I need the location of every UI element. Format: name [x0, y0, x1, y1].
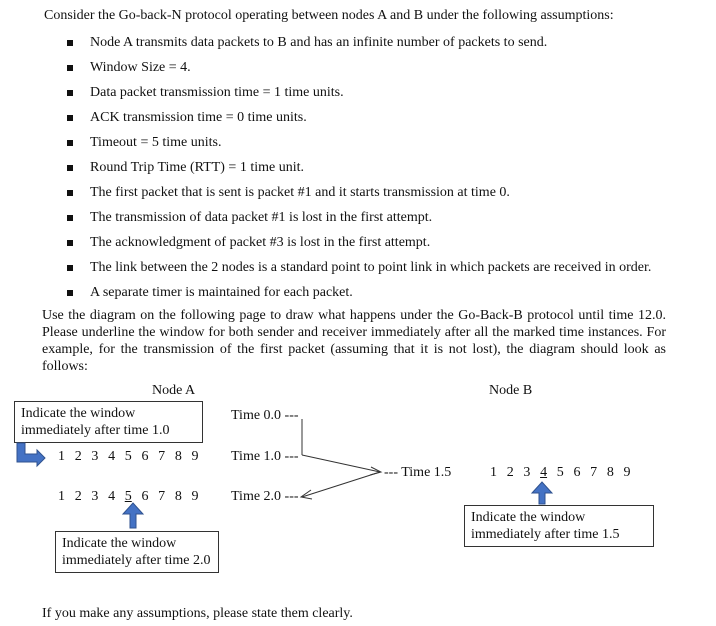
callout-window-time-1: Indicate the window immediately after time 1.0 — [14, 401, 203, 443]
packet-transmission-line — [302, 455, 380, 472]
sequence-number: 8 — [174, 449, 182, 464]
sequence-number: 3 — [523, 465, 531, 480]
list-item: A separate timer is maintained for each packet. — [64, 280, 651, 305]
sequence-number: 2 — [74, 449, 82, 464]
instructions-paragraph: Use the diagram on the following page to draw what happens under the Go-Back-B protocol until time 12.0. Please underline the window for both sender and receiver immediately after all the marked time instances. For example, for the transmission of the first packet (assuming that it is not lost), the diagram should look as follows: — [42, 308, 666, 374]
sequence-number: 6 — [573, 465, 581, 480]
blue-up-arrow-icon — [532, 482, 552, 504]
sequence-number: 4 — [540, 465, 548, 480]
sequence-number: 8 — [606, 465, 614, 480]
list-item: Timeout = 5 time units. — [64, 130, 651, 155]
list-item: Round Trip Time (RTT) = 1 time unit. — [64, 155, 651, 180]
sequence-number: 1 — [58, 449, 65, 464]
sequence-number: 1 — [58, 489, 65, 504]
sequence-number: 1 — [490, 465, 497, 480]
list-item: ACK transmission time = 0 time units. — [64, 105, 651, 130]
sequence-number: 8 — [174, 489, 182, 504]
list-item: Data packet transmission time = 1 time units. — [64, 80, 651, 105]
sequence-number: 7 — [158, 449, 166, 464]
time-1-5-label: --- Time 1.5 — [384, 465, 452, 480]
sequence-number: 2 — [74, 489, 82, 504]
sequence-number: 7 — [590, 465, 598, 480]
sequence-number: 6 — [141, 489, 149, 504]
list-item: The link between the 2 nodes is a standard point to point link in which packets are received in order. — [64, 255, 651, 280]
sequence-number: 4 — [108, 449, 116, 464]
sequence-number: 5 — [124, 449, 132, 464]
sequence-number: 5 — [556, 465, 564, 480]
node-b-label: Node B — [489, 383, 533, 398]
sequence-number: 6 — [141, 449, 149, 464]
sequence-number: 7 — [158, 489, 166, 504]
node-a-label: Node A — [152, 383, 196, 398]
list-item: The acknowledgment of packet #3 is lost in the first attempt. — [64, 230, 651, 255]
sequence-number: 9 — [191, 449, 199, 464]
footer-note: If you make any assumptions, please state them clearly. — [42, 606, 353, 621]
list-item: Window Size = 4. — [64, 55, 651, 80]
callout-window-time-1-5: Indicate the window immediately after time 1.5 — [464, 505, 654, 547]
list-item: Node A transmits data packets to B and has an infinite number of packets to send. — [64, 30, 651, 55]
intro-text: Consider the Go-back-N protocol operating between nodes A and B under the following assumptions: — [44, 8, 614, 23]
ack-transmission-line — [302, 472, 380, 497]
time-1-label: Time 1.0 --- — [231, 449, 299, 464]
sequence-number: 9 — [191, 489, 199, 504]
list-item: The first packet that is sent is packet #1 and it starts transmission at time 0. — [64, 180, 651, 205]
sequence-number: 9 — [623, 465, 631, 480]
sequence-number: 3 — [91, 449, 99, 464]
time-0-label: Time 0.0 --- — [231, 408, 299, 423]
callout-window-time-2: Indicate the window immediately after time 2.0 — [55, 531, 219, 573]
sequence-number: 4 — [108, 489, 116, 504]
sequence-number: 2 — [506, 465, 514, 480]
sequence-number: 3 — [91, 489, 99, 504]
blue-up-arrow-icon — [123, 503, 143, 528]
list-item: The transmission of data packet #1 is lost in the first attempt. — [64, 205, 651, 230]
sequence-number: 5 — [124, 489, 132, 504]
time-2-label: Time 2.0 --- — [231, 489, 299, 504]
blue-bend-arrow-icon — [17, 443, 45, 466]
